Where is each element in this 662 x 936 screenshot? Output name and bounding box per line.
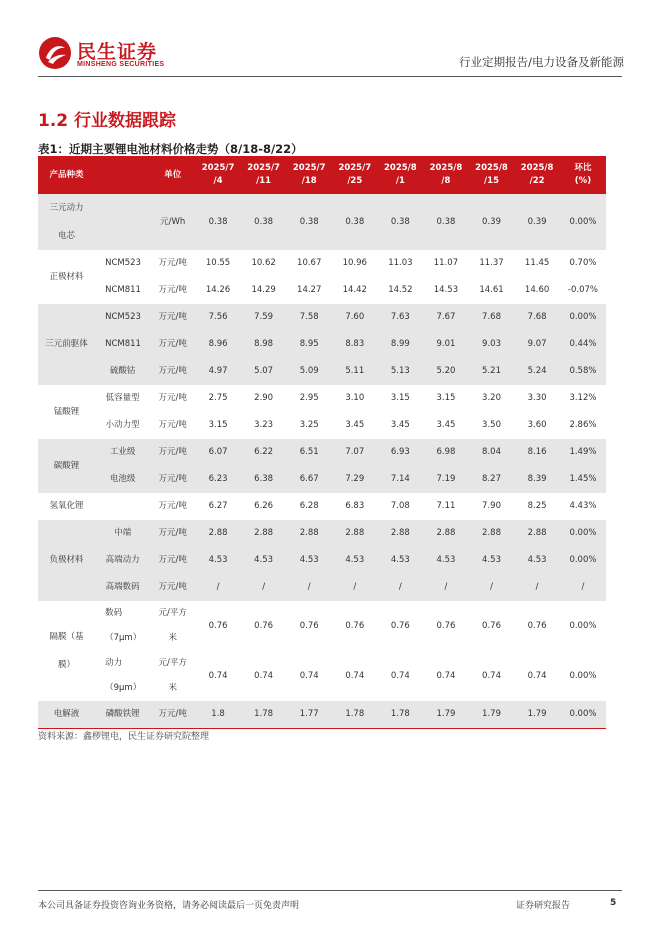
column-header: 2025/8 /1 <box>378 156 424 194</box>
price-cell: 0.74 <box>423 651 469 701</box>
product-subtype-cell: 电池级 <box>95 466 150 493</box>
change-pct-cell: 0.00% <box>560 651 606 701</box>
column-header: 单位 <box>150 156 195 194</box>
price-cell: 6.83 <box>332 493 378 520</box>
price-cell: 8.96 <box>195 331 241 358</box>
price-cell: 2.90 <box>241 385 287 412</box>
header-row <box>38 156 606 194</box>
price-cell: 7.56 <box>195 304 241 331</box>
price-cell: 11.03 <box>378 250 424 277</box>
price-cell: 10.55 <box>195 250 241 277</box>
price-cell: 4.53 <box>378 547 424 574</box>
report-type-title: 行业定期报告/电力设备及新能源 <box>459 55 624 69</box>
change-pct-cell: 0.44% <box>560 331 606 358</box>
price-cell: / <box>514 574 560 601</box>
price-cell: 3.15 <box>195 412 241 439</box>
price-cell: 8.27 <box>469 466 515 493</box>
change-pct-cell: 0.00% <box>560 601 606 651</box>
price-cell: 0.76 <box>286 601 332 651</box>
price-cell: 6.23 <box>195 466 241 493</box>
price-cell: 10.96 <box>332 250 378 277</box>
price-cell: / <box>469 574 515 601</box>
column-header <box>95 156 150 194</box>
price-cell: 14.53 <box>423 277 469 304</box>
table-row <box>38 358 606 385</box>
price-cell: 6.28 <box>286 493 332 520</box>
product-subtype-cell: NCM811 <box>95 331 150 358</box>
table-row <box>38 412 606 439</box>
table-caption: 表1：近期主要锂电池材料价格走势（8/18-8/22） <box>38 142 303 156</box>
price-cell: 1.78 <box>378 701 424 728</box>
price-cell: 2.88 <box>378 520 424 547</box>
price-cell: 0.39 <box>469 194 515 250</box>
table-row <box>38 385 606 412</box>
price-cell: 8.25 <box>514 493 560 520</box>
column-header: 产品种类 <box>38 156 95 194</box>
price-cell: 5.07 <box>241 358 287 385</box>
price-cell: 7.59 <box>241 304 287 331</box>
change-pct-cell: -0.07% <box>560 277 606 304</box>
product-category-cell: 三元动力电芯 <box>38 194 95 250</box>
price-cell: 7.63 <box>378 304 424 331</box>
unit-cell: 元/平方米 <box>150 651 195 701</box>
price-cell: 4.53 <box>286 547 332 574</box>
product-group <box>38 701 606 728</box>
price-cell: 5.11 <box>332 358 378 385</box>
price-cell: 11.45 <box>514 250 560 277</box>
product-subtype-cell: 小动力型 <box>95 412 150 439</box>
price-cell: / <box>378 574 424 601</box>
table-row <box>38 304 606 331</box>
table-row <box>38 439 606 466</box>
price-cell: 3.30 <box>514 385 560 412</box>
price-cell: 7.60 <box>332 304 378 331</box>
price-cell: 1.79 <box>469 701 515 728</box>
unit-cell: 万元/吨 <box>150 412 195 439</box>
price-cell: 9.01 <box>423 331 469 358</box>
price-cell: 3.23 <box>241 412 287 439</box>
change-pct-cell: 0.00% <box>560 547 606 574</box>
price-cell: 1.78 <box>332 701 378 728</box>
column-header: 2025/7 /18 <box>286 156 332 194</box>
price-cell: 0.38 <box>195 194 241 250</box>
price-cell: 6.38 <box>241 466 287 493</box>
unit-cell: 万元/吨 <box>150 547 195 574</box>
price-cell: 6.93 <box>378 439 424 466</box>
price-cell: 0.74 <box>286 651 332 701</box>
product-group <box>38 601 606 701</box>
price-cell: 2.88 <box>332 520 378 547</box>
logo-text-en: MINSHENG SECURITIES <box>77 61 165 68</box>
price-cell: 9.07 <box>514 331 560 358</box>
unit-cell: 万元/吨 <box>150 520 195 547</box>
price-cell: 0.74 <box>241 651 287 701</box>
unit-cell: 万元/吨 <box>150 574 195 601</box>
price-cell: 0.76 <box>241 601 287 651</box>
table-row <box>38 277 606 304</box>
product-category-cell: 三元前驱体 <box>38 304 95 385</box>
column-header: 2025/8 /22 <box>514 156 560 194</box>
price-cell: 4.53 <box>195 547 241 574</box>
unit-cell: 元/平方米 <box>150 601 195 651</box>
product-group <box>38 493 606 520</box>
price-cell: 6.22 <box>241 439 287 466</box>
price-cell: 2.75 <box>195 385 241 412</box>
price-cell: 0.74 <box>469 651 515 701</box>
change-pct-cell: 1.45% <box>560 466 606 493</box>
price-cell: 7.19 <box>423 466 469 493</box>
product-group <box>38 194 606 250</box>
unit-cell: 万元/吨 <box>150 493 195 520</box>
price-cell: 8.39 <box>514 466 560 493</box>
price-cell: 7.67 <box>423 304 469 331</box>
price-cell: 0.38 <box>332 194 378 250</box>
price-cell: 6.51 <box>286 439 332 466</box>
product-subtype-cell: 动力（9μm） <box>95 651 150 701</box>
price-cell: 3.15 <box>423 385 469 412</box>
product-category-cell: 隔膜（基膜） <box>38 601 95 701</box>
price-cell: 1.8 <box>195 701 241 728</box>
change-pct-cell: 0.00% <box>560 520 606 547</box>
price-cell: 0.76 <box>195 601 241 651</box>
price-cell: / <box>332 574 378 601</box>
product-group <box>38 520 606 601</box>
price-cell: 5.20 <box>423 358 469 385</box>
column-header: 2025/7 /4 <box>195 156 241 194</box>
price-cell: 14.52 <box>378 277 424 304</box>
price-cell: 0.74 <box>195 651 241 701</box>
price-cell: 5.13 <box>378 358 424 385</box>
product-category-cell: 碳酸锂 <box>38 439 95 493</box>
price-cell: 11.37 <box>469 250 515 277</box>
price-cell: 0.76 <box>423 601 469 651</box>
page-number: 5 <box>610 898 617 908</box>
product-group <box>38 250 606 304</box>
price-cell: 7.58 <box>286 304 332 331</box>
change-pct-cell: 0.00% <box>560 304 606 331</box>
change-pct-cell: 0.00% <box>560 194 606 250</box>
price-cell: 0.76 <box>469 601 515 651</box>
table-row <box>38 574 606 601</box>
column-header: 2025/8 /15 <box>469 156 515 194</box>
table-header <box>38 156 606 194</box>
section-title: 1.2 行业数据跟踪 <box>38 111 177 131</box>
price-cell: 2.95 <box>286 385 332 412</box>
unit-cell: 万元/吨 <box>150 701 195 728</box>
price-cell: 3.25 <box>286 412 332 439</box>
change-pct-cell: 4.43% <box>560 493 606 520</box>
product-category-cell: 电解液 <box>38 701 95 728</box>
price-cell: 8.95 <box>286 331 332 358</box>
product-subtype-cell: 工业级 <box>95 439 150 466</box>
price-cell: 0.38 <box>286 194 332 250</box>
price-cell: 3.10 <box>332 385 378 412</box>
unit-cell: 万元/吨 <box>150 466 195 493</box>
price-cell: 8.98 <box>241 331 287 358</box>
battery-material-price-table <box>38 156 606 729</box>
price-cell: 1.78 <box>241 701 287 728</box>
price-cell: 2.88 <box>423 520 469 547</box>
product-subtype-cell: 硫酸钴 <box>95 358 150 385</box>
price-cell: 2.88 <box>195 520 241 547</box>
price-cell: 4.53 <box>423 547 469 574</box>
price-cell: 7.68 <box>469 304 515 331</box>
price-cell: 14.60 <box>514 277 560 304</box>
product-subtype-cell: NCM523 <box>95 250 150 277</box>
table-row <box>38 651 606 701</box>
footer-divider <box>38 890 622 891</box>
change-pct-cell: 1.49% <box>560 439 606 466</box>
page-header <box>38 30 624 76</box>
price-cell: 0.38 <box>423 194 469 250</box>
product-subtype-cell: 数码（7μm） <box>95 601 150 651</box>
change-pct-cell: 0.70% <box>560 250 606 277</box>
product-subtype-cell: 低容量型 <box>95 385 150 412</box>
change-pct-cell: 0.00% <box>560 701 606 728</box>
product-group <box>38 304 606 385</box>
unit-cell: 万元/吨 <box>150 439 195 466</box>
product-group <box>38 385 606 439</box>
price-cell: 14.29 <box>241 277 287 304</box>
price-cell: 2.88 <box>469 520 515 547</box>
price-cell: / <box>195 574 241 601</box>
price-cell: 0.39 <box>514 194 560 250</box>
price-cell: 3.15 <box>378 385 424 412</box>
unit-cell: 万元/吨 <box>150 331 195 358</box>
price-cell: 6.07 <box>195 439 241 466</box>
price-cell: 3.50 <box>469 412 515 439</box>
table-row <box>38 466 606 493</box>
unit-cell: 元/Wh <box>150 194 195 250</box>
price-cell: 14.27 <box>286 277 332 304</box>
price-cell: 9.03 <box>469 331 515 358</box>
price-cell: 6.26 <box>241 493 287 520</box>
price-cell: 14.61 <box>469 277 515 304</box>
price-cell: 4.53 <box>241 547 287 574</box>
price-cell: 0.74 <box>378 651 424 701</box>
price-cell: 5.24 <box>514 358 560 385</box>
product-subtype-cell: NCM523 <box>95 304 150 331</box>
price-cell: 2.88 <box>286 520 332 547</box>
price-cell: 8.99 <box>378 331 424 358</box>
price-cell: 5.09 <box>286 358 332 385</box>
price-cell: 0.74 <box>514 651 560 701</box>
price-cell: 7.68 <box>514 304 560 331</box>
footer-disclaimer: 本公司具备证券投资咨询业务资格，请务必阅读最后一页免责声明 <box>38 901 300 911</box>
product-subtype-cell: 中端 <box>95 520 150 547</box>
logo-text-cn: 民生证券 <box>77 41 158 63</box>
price-cell: 10.67 <box>286 250 332 277</box>
product-category-cell: 氢氧化锂 <box>38 493 95 520</box>
table-row <box>38 250 606 277</box>
table-row <box>38 547 606 574</box>
price-cell: 2.88 <box>514 520 560 547</box>
price-cell: 1.77 <box>286 701 332 728</box>
footer-doc-type: 证券研究报告 <box>516 901 571 911</box>
price-cell: 0.76 <box>332 601 378 651</box>
price-cell: 0.38 <box>378 194 424 250</box>
price-cell: 6.67 <box>286 466 332 493</box>
price-cell: 14.42 <box>332 277 378 304</box>
table-row <box>38 601 606 651</box>
price-cell: 0.76 <box>514 601 560 651</box>
price-cell: 3.45 <box>378 412 424 439</box>
price-cell: 3.60 <box>514 412 560 439</box>
price-cell: 7.08 <box>378 493 424 520</box>
price-cell: 7.29 <box>332 466 378 493</box>
price-cell: / <box>241 574 287 601</box>
price-cell: / <box>423 574 469 601</box>
column-header: 2025/8 /8 <box>423 156 469 194</box>
price-cell: 3.45 <box>423 412 469 439</box>
company-logo <box>38 36 168 72</box>
price-cell: 3.20 <box>469 385 515 412</box>
price-cell: 2.88 <box>241 520 287 547</box>
table-row <box>38 701 606 728</box>
unit-cell: 万元/吨 <box>150 250 195 277</box>
column-header: 2025/7 /25 <box>332 156 378 194</box>
price-cell: 4.53 <box>332 547 378 574</box>
header-divider <box>38 76 622 77</box>
table-row <box>38 194 606 250</box>
unit-cell: 万元/吨 <box>150 304 195 331</box>
price-cell: 1.79 <box>514 701 560 728</box>
price-cell: / <box>286 574 332 601</box>
price-cell: 8.16 <box>514 439 560 466</box>
change-pct-cell: / <box>560 574 606 601</box>
change-pct-cell: 2.86% <box>560 412 606 439</box>
price-cell: 8.04 <box>469 439 515 466</box>
price-cell: 5.21 <box>469 358 515 385</box>
price-cell: 7.07 <box>332 439 378 466</box>
product-group <box>38 439 606 493</box>
change-pct-cell: 0.58% <box>560 358 606 385</box>
unit-cell: 万元/吨 <box>150 385 195 412</box>
table-row <box>38 331 606 358</box>
unit-cell: 万元/吨 <box>150 358 195 385</box>
price-cell: 11.07 <box>423 250 469 277</box>
price-cell: 6.27 <box>195 493 241 520</box>
data-source-note: 资料来源：鑫椤锂电，民生证券研究院整理 <box>38 732 210 742</box>
product-subtype-cell: 高端动力 <box>95 547 150 574</box>
product-category-cell: 锰酸锂 <box>38 385 95 439</box>
product-category-cell: 正极材料 <box>38 250 95 304</box>
column-header: 2025/7 /11 <box>241 156 287 194</box>
price-cell: 14.26 <box>195 277 241 304</box>
price-cell: 4.53 <box>469 547 515 574</box>
price-cell: 7.90 <box>469 493 515 520</box>
product-subtype-cell: 高端数码 <box>95 574 150 601</box>
product-subtype-cell <box>95 493 150 520</box>
price-cell: 4.97 <box>195 358 241 385</box>
price-cell: 4.53 <box>514 547 560 574</box>
product-subtype-cell <box>95 194 150 250</box>
price-cell: 6.98 <box>423 439 469 466</box>
table-row <box>38 520 606 547</box>
price-cell: 0.76 <box>378 601 424 651</box>
table-row <box>38 493 606 520</box>
price-cell: 1.79 <box>423 701 469 728</box>
product-subtype-cell: 磷酸铁锂 <box>95 701 150 728</box>
product-subtype-cell: NCM811 <box>95 277 150 304</box>
unit-cell: 万元/吨 <box>150 277 195 304</box>
product-category-cell: 负极材料 <box>38 520 95 601</box>
price-cell: 10.62 <box>241 250 287 277</box>
price-cell: 3.45 <box>332 412 378 439</box>
company-logo-icon <box>38 36 72 70</box>
price-cell: 0.38 <box>241 194 287 250</box>
price-cell: 7.14 <box>378 466 424 493</box>
price-cell: 7.11 <box>423 493 469 520</box>
price-cell: 8.83 <box>332 331 378 358</box>
price-cell: 0.74 <box>332 651 378 701</box>
change-pct-cell: 3.12% <box>560 385 606 412</box>
column-header: 环比 (%) <box>560 156 606 194</box>
